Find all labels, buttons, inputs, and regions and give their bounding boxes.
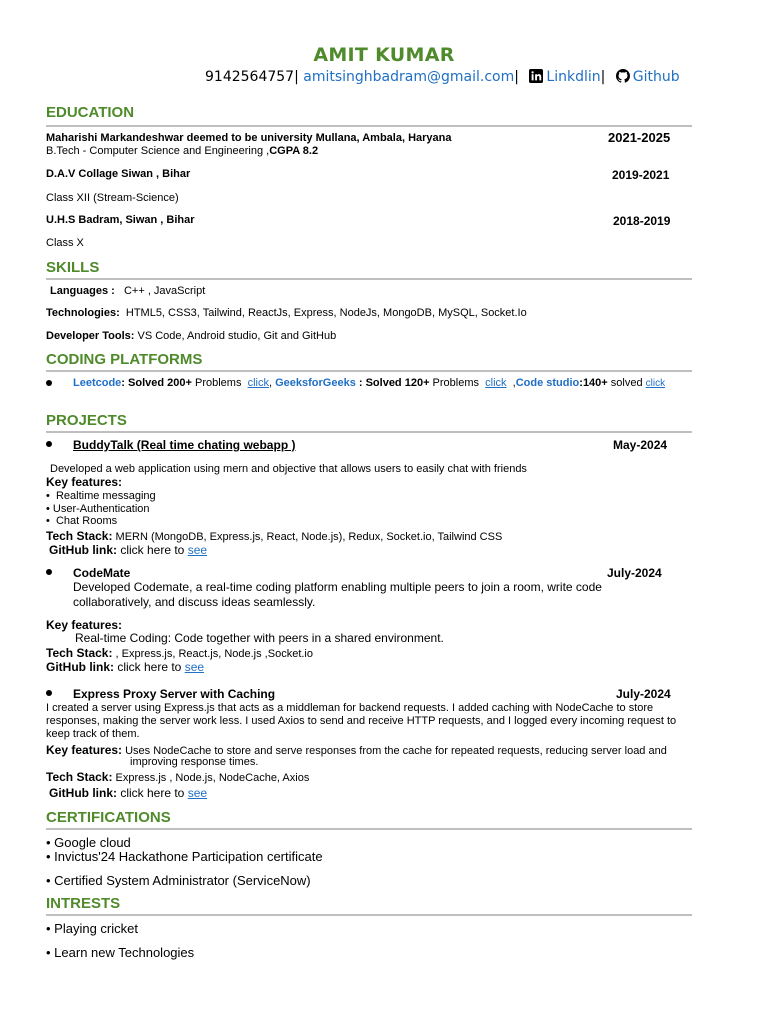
bullet-icon [46, 690, 52, 696]
section-divider [46, 278, 692, 280]
school-years: 2021-2025 [608, 130, 671, 145]
resume-name: AMIT KUMAR [313, 44, 455, 66]
school-years: 2018-2019 [613, 214, 671, 228]
certification-item: • Invictus'24 Hackathone Participation certificate [46, 849, 323, 864]
project-description: Developed a web application using mern and objective that allows users to easily chat with friends [50, 463, 527, 475]
email-link[interactable]: amitsinghbadram@gmail.com [303, 69, 515, 85]
gfg-click-link[interactable]: click [485, 377, 507, 389]
project-description: collaboratively, and discuss ideas seamlessly. [73, 595, 316, 609]
section-divider [46, 431, 692, 433]
cgpa: CGPA 8.2 [269, 145, 319, 157]
project-date: May-2024 [613, 438, 668, 452]
certification-item: • Certified System Administrator (ServiceNow) [46, 873, 311, 888]
separator: | [514, 69, 519, 85]
project-github-link[interactable]: see [187, 543, 208, 557]
school-years: 2019-2021 [612, 168, 670, 182]
github-row: GitHub link: click here to see [46, 660, 205, 674]
feature-item: • Realtime messaging [46, 490, 156, 502]
section-divider [46, 125, 692, 127]
github-link[interactable]: Github [632, 69, 680, 85]
coding-heading: CODING PLATFORMS [46, 351, 203, 368]
project-github-link[interactable]: see [184, 660, 205, 674]
school-name: D.A.V Collage Siwan , Bihar [46, 168, 191, 180]
degree-detail: B.Tech - Computer Science and Engineering ,CGPA 8.2 [46, 145, 319, 157]
tools-row: Developer Tools: VS Code, Android studio, Git and GitHub [46, 330, 337, 342]
tech-stack-row: Tech Stack: MERN (MongoDB, Express.js, React, Node.js), Redux, Socket.io, Tailwind CSS [46, 529, 503, 543]
project-description: Developed Codemate, a real-time coding platform enabling multiple peers to join a room, write code [73, 580, 602, 594]
project-date: July-2024 [616, 687, 671, 701]
key-features-label: Key features: [46, 475, 123, 489]
degree-detail: Class X [46, 237, 84, 249]
school-name: U.H.S Badram, Siwan , Bihar [46, 214, 195, 226]
interest-item: • Playing cricket [46, 921, 138, 936]
key-features-row: Key features: Uses NodeCache to store and serve responses from the cache for repeated requests, reducing server load and [46, 743, 667, 757]
technologies-row: Technologies: HTML5, CSS3, Tailwind, ReactJs, Express, NodeJs, MongoDB, MySQL, Socket.Io [46, 307, 527, 319]
coding-platforms-row: Leetcode: Solved 200+ Problems click, GeeksforGeeks : Solved 120+ Problems click ,Code studio:140+ solved click [73, 377, 666, 389]
tools-value: VS Code, Android studio, Git and GitHub [137, 330, 337, 342]
section-divider [46, 370, 692, 372]
key-features-label: Key features: [46, 618, 123, 632]
project-description: responses, making the server work less. I used Axios to send and receive HTTP requests, and I logged every incoming request to [46, 715, 677, 727]
bullet-icon [46, 441, 52, 447]
projects-heading: PROJECTS [46, 412, 127, 429]
languages-value: C++ , JavaScript [123, 285, 206, 297]
bullet-icon [46, 569, 52, 575]
feature-item: • Chat Rooms [46, 515, 118, 527]
project-description: I created a server using Express.js that acts as a middleman for backend requests. I added caching with NodeCache to store [46, 702, 654, 714]
education-heading: EDUCATION [46, 104, 135, 121]
separator: | [294, 69, 299, 85]
phone-number: 9142564757 [205, 69, 295, 85]
key-features-row: improving response times. [130, 756, 259, 768]
certification-item: • Google cloud [46, 835, 131, 850]
linkedin-link[interactable]: Linkdlin [546, 69, 601, 85]
gfg-label: GeeksforGeeks [275, 377, 356, 389]
certifications-heading: CERTIFICATIONS [46, 809, 171, 826]
project-title: Express Proxy Server with Caching [73, 687, 276, 701]
github-icon[interactable] [616, 69, 630, 83]
codestudio-label: Code studio [515, 377, 580, 389]
tech-stack-row: Tech Stack: , Express.js, React.js, Node.js ,Socket.io [46, 646, 313, 660]
feature-item: Real-time Coding: Code together with peers in a shared environment. [75, 631, 444, 645]
technologies-value: HTML5, CSS3, Tailwind, ReactJs, Express, NodeJs, MongoDB, MySQL, Socket.Io [125, 307, 527, 319]
section-divider [46, 828, 692, 830]
languages-row: Languages : C++ , JavaScript [50, 285, 206, 297]
skills-heading: SKILLS [46, 259, 100, 276]
school-name: Maharishi Markandeshwar deemed to be university Mullana, Ambala, Haryana [46, 132, 452, 144]
linkedin-icon[interactable] [529, 69, 543, 83]
degree-detail: Class XII (Stream-Science) [46, 192, 179, 204]
github-row: GitHub link: click here to see [49, 786, 208, 800]
leetcode-label: Leetcode [73, 377, 122, 389]
project-title: CodeMate [73, 566, 131, 580]
separator: | [600, 69, 606, 85]
bullet-icon [46, 380, 52, 386]
project-title: BuddyTalk (Real time chating webapp ) [73, 438, 296, 452]
tech-stack-row: Tech Stack: Express.js , Node.js, NodeCache, Axios [46, 770, 310, 784]
contact-line [205, 69, 680, 85]
github-row: GitHub link: click here to see [49, 543, 208, 557]
feature-item: • User-Authentication [46, 503, 150, 515]
project-github-link[interactable]: see [187, 786, 208, 800]
interests-heading: INTRESTS [46, 895, 121, 912]
project-date: July-2024 [607, 566, 662, 580]
section-divider [46, 914, 692, 916]
project-description: keep track of them. [46, 728, 140, 740]
interest-item: • Learn new Technologies [46, 945, 195, 960]
codestudio-click-link[interactable]: click [645, 378, 666, 389]
leetcode-click-link[interactable]: click [247, 377, 269, 389]
